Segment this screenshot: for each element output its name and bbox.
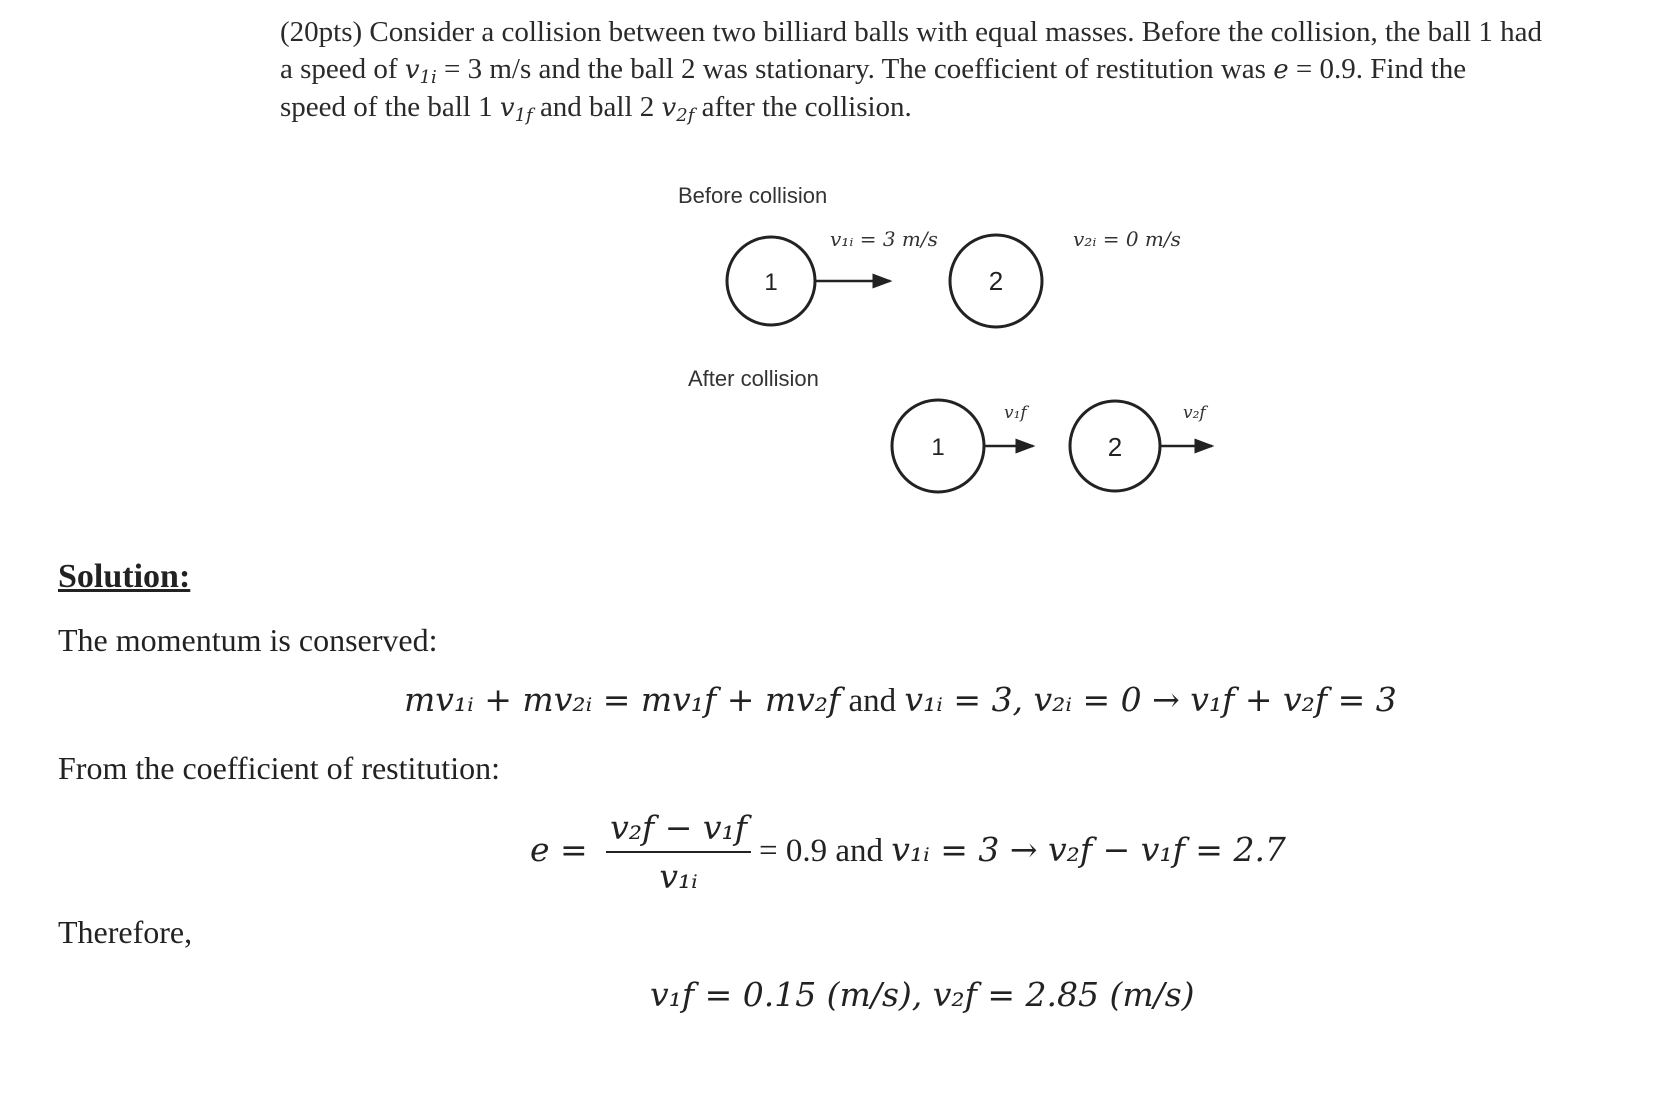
problem-line-1: (20pts) Consider a collision between two billiard balls with equal masses. Before the collision, the ball 1 had: [280, 16, 1543, 48]
restitution-fraction: [606, 808, 751, 896]
momentum-equation: [404, 680, 1397, 720]
momentum-equation-and: and: [840, 683, 905, 719]
ball-1-after-label: 1: [931, 434, 945, 461]
restitution-numerator: v₂f − v₁f: [606, 808, 751, 853]
restitution-denominator: v₁ᵢ: [659, 857, 698, 896]
ball-2-after-label: 2: [1107, 432, 1123, 462]
solution-heading: Solution:: [58, 558, 191, 595]
v1i-label: v₁ᵢ = 3 m/s: [830, 227, 938, 251]
problem-line-3: speed of the ball 1 $v_{1f}$ and ball 2 $v_{2f}$ after the collision.: [280, 91, 912, 126]
collision-diagram: [0, 0, 1668, 540]
v1f-label: v₁f: [1004, 403, 1027, 423]
restitution-equation: e = $\frac{\text{v₂f − v₁f}}{\text{v₁ᵢ}}$ = 0.9 and v₁ᵢ = 3 → v₂f − v₁f = 2.7: [530, 808, 1286, 896]
momentum-equation-lhs: mv₁ᵢ + mv₂ᵢ = mv₁f + mv₂f: [404, 680, 841, 719]
final-answer: [650, 975, 1195, 1014]
restitution-text: From the coefficient of restitution:: [58, 750, 500, 786]
before-collision-title: Before collision: [678, 183, 828, 208]
final-answer-text: v₁f = 0.15 (m/s), v₂f = 2.85 (m/s): [650, 975, 1195, 1014]
after-collision-title: After collision: [688, 366, 819, 391]
restitution-value: = 0.9 and: [758, 833, 892, 869]
v2i-label: v₂ᵢ = 0 m/s: [1073, 227, 1181, 251]
v2f-label: v₂f: [1183, 403, 1206, 423]
momentum-text: The momentum is conserved:: [58, 622, 438, 658]
restitution-result: v₁ᵢ = 3 → v₂f − v₁f = 2.7: [891, 830, 1286, 869]
therefore-text: Therefore,: [58, 914, 193, 950]
momentum-equation-rhs: v₁ᵢ = 3, v₂ᵢ = 0 → v₁f + v₂f = 3: [904, 680, 1397, 719]
ball-2-before-label: 2: [988, 266, 1004, 296]
ball-1-before-label: 1: [764, 269, 778, 296]
restitution-e: e: [530, 830, 550, 869]
problem-line-2: a speed of $v_{1i} = 3$ m/s and the ball 2 was stationary. The coefficient of restitution was e = 0.9. Find the: [280, 53, 1467, 88]
